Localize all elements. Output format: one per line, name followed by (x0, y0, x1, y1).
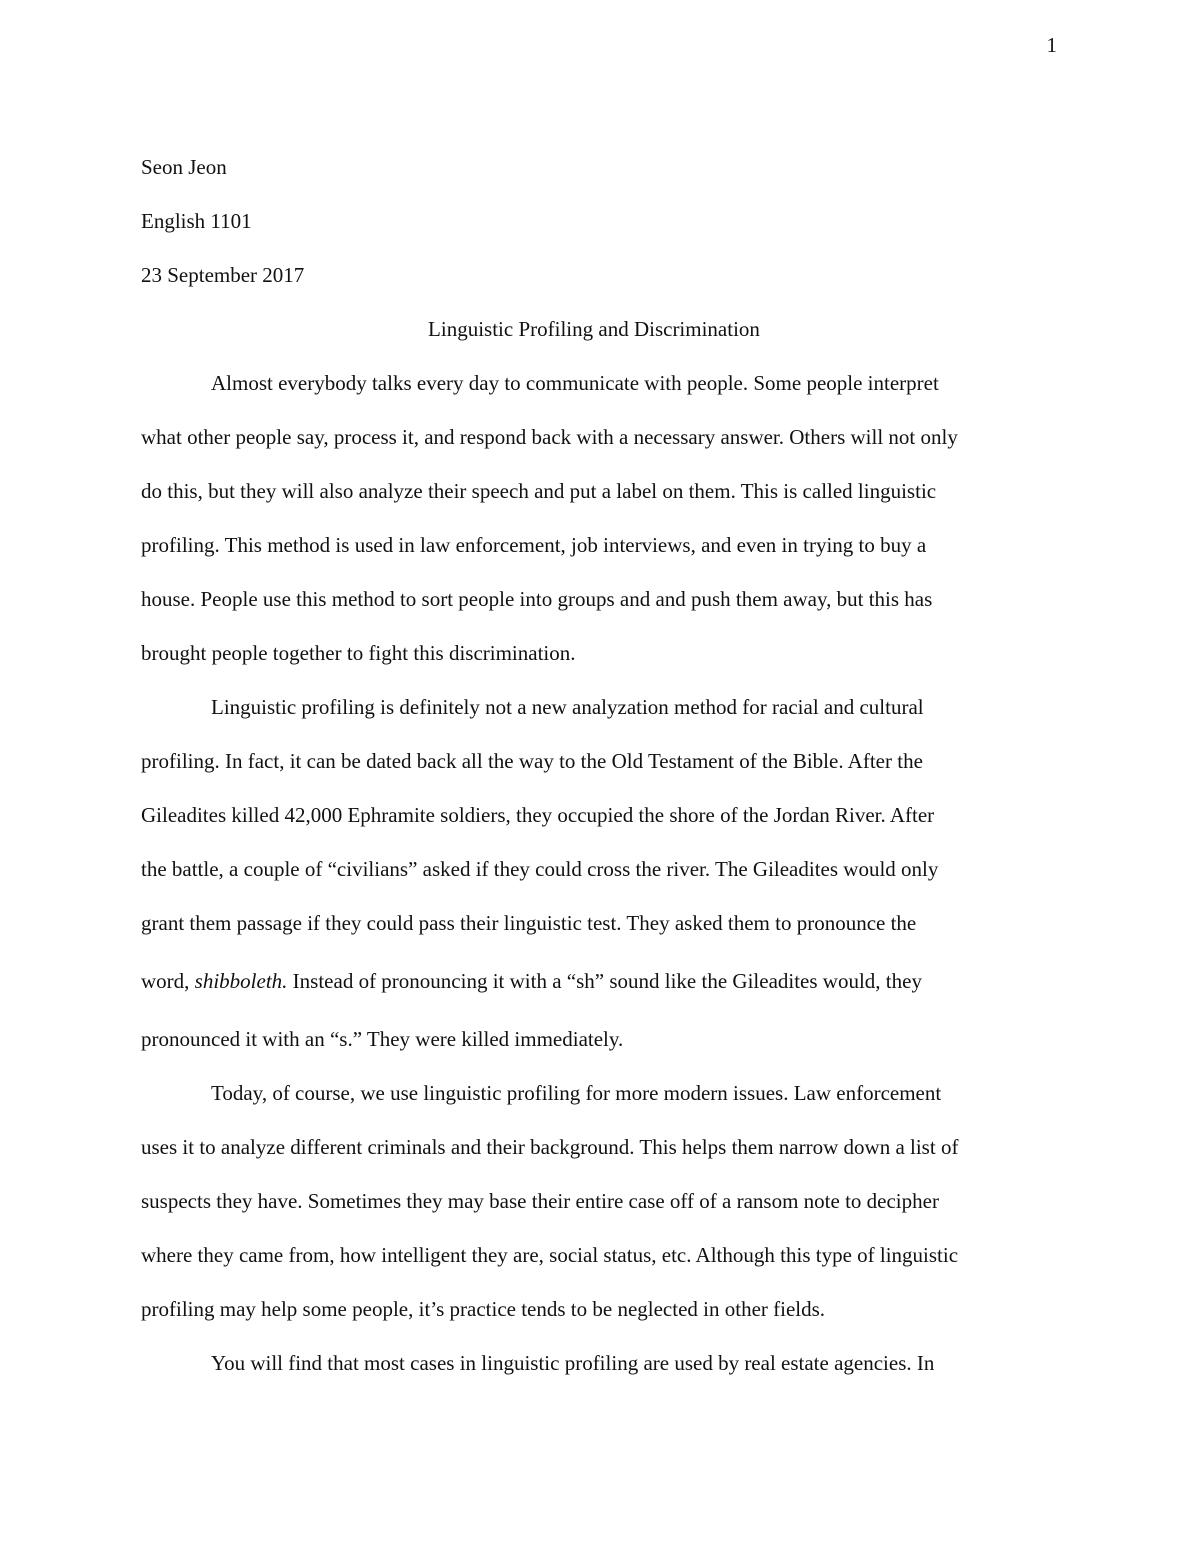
paragraph-line: profiling. This method is used in law enforcement, job interviews, and even in trying to buy a (141, 533, 927, 557)
paragraph-line: brought people together to fight this discrimination. (141, 641, 576, 665)
text-before-italic: word, (141, 969, 195, 993)
paragraph-line: profiling may help some people, it’s practice tends to be neglected in other fields. (141, 1297, 826, 1321)
paragraph-line: do this, but they will also analyze their speech and put a label on them. This is called linguistic (141, 479, 937, 503)
paragraph-line-shibboleth (141, 950, 1063, 1012)
paragraph-line: profiling. In fact, it can be dated back all the way to the Old Testament of the Bible. After the (141, 749, 923, 773)
paragraph-3 (141, 1066, 1063, 1336)
paragraph-line: Today, of course, we use linguistic profiling for more modern issues. Law enforcement (211, 1081, 942, 1105)
essay-title: Linguistic Profiling and Discrimination (428, 317, 760, 341)
paragraph-1 (141, 356, 1063, 680)
paragraph-line: the battle, a couple of “civilians” asked if they could cross the river. The Gileadites would only (141, 857, 939, 881)
paragraph-2 (141, 680, 1063, 1066)
paragraph-line: grant them passage if they could pass their linguistic test. They asked them to pronounce the (141, 911, 917, 935)
paragraph-line: house. People use this method to sort people into groups and and push them away, but this has (141, 587, 933, 611)
paragraph-line: uses it to analyze different criminals and their background. This helps them narrow down a list of (141, 1135, 959, 1159)
paragraph-line: where they came from, how intelligent they are, social status, etc. Although this type of linguistic (141, 1243, 959, 1267)
paragraph-line: You will find that most cases in linguistic profiling are used by real estate agencies. In (211, 1351, 935, 1375)
paragraph-4 (141, 1336, 1063, 1390)
paragraph-line: Gileadites killed 42,000 Ephramite soldiers, they occupied the shore of the Jordan River. After (141, 803, 935, 827)
paragraph-line: suspects they have. Sometimes they may base their entire case off of a ransom note to decipher (141, 1189, 939, 1213)
paragraph-line: Almost everybody talks every day to communicate with people. Some people interpret (211, 371, 939, 395)
author-name: Seon Jeon (141, 155, 227, 179)
text-after-italic: Instead of pronouncing it with a “sh” sound like the Gileadites would, they (287, 969, 922, 993)
page-number: 1 (1046, 33, 1057, 57)
essay-date: 23 September 2017 (141, 263, 305, 287)
paragraph-line: Linguistic profiling is definitely not a new analyzation method for racial and cultural (211, 695, 924, 719)
italic-word: shibboleth. (194, 969, 288, 993)
paragraph-line: pronounced it with an “s.” They were killed immediately. (141, 1027, 624, 1051)
paragraph-line: what other people say, process it, and respond back with a necessary answer. Others will not only (141, 425, 958, 449)
document-body (141, 140, 1063, 1390)
course-name: English 1101 (141, 209, 252, 233)
